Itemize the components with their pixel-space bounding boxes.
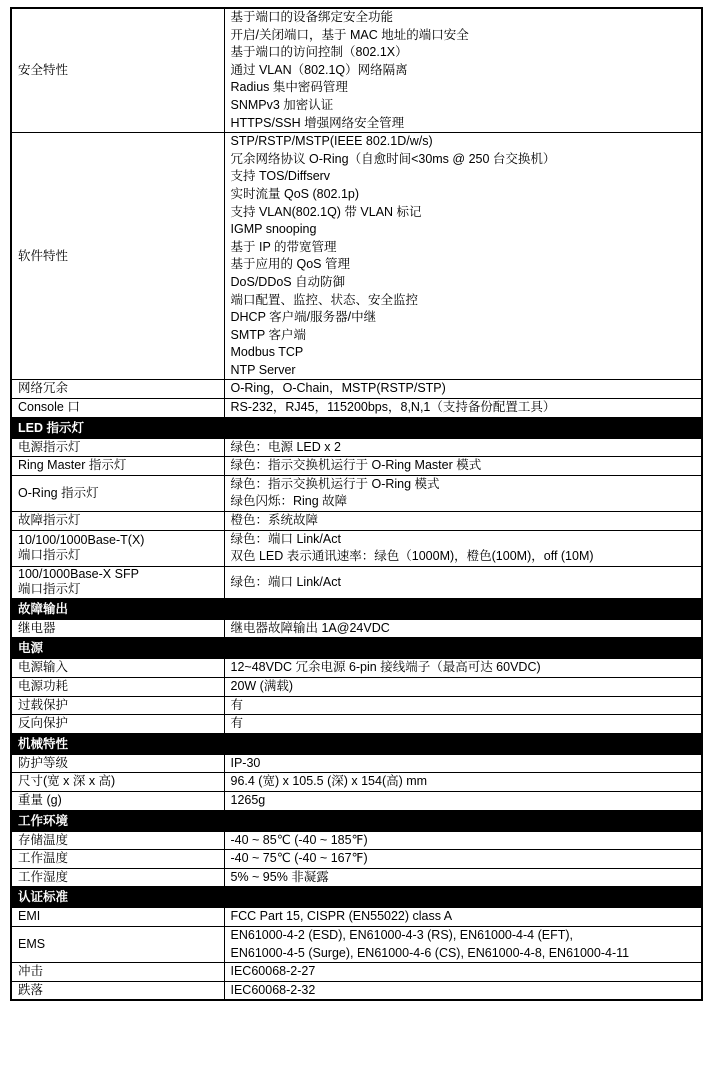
table-row-storage-temp xyxy=(11,831,702,850)
row-label: 网络冗余 xyxy=(11,380,224,399)
table-row-operating-temp xyxy=(11,850,702,869)
row-value: IP-30 xyxy=(224,754,702,773)
row-value: 有 xyxy=(224,715,702,734)
table-row-humidity xyxy=(11,868,702,887)
row-value: IEC60068-2-27 xyxy=(224,963,702,982)
row-label: EMI xyxy=(11,908,224,927)
value-line: 支持 TOS/Diffserv xyxy=(230,169,331,184)
value-line: Modbus TCP xyxy=(230,345,304,360)
row-value: 继电器故障输出 1A@24VDC xyxy=(224,619,702,638)
section-fill xyxy=(224,810,702,831)
table-row-shock xyxy=(11,963,702,982)
value-line: EN61000-4-2 (ESD), EN61000-4-3 (RS), EN61000-4-4 (EFT), xyxy=(230,927,573,942)
table-row-redundancy xyxy=(11,380,702,399)
value-line: IGMP snooping xyxy=(230,222,317,237)
value-line: DoS/DDoS 自动防御 xyxy=(230,274,346,289)
table-row-console xyxy=(11,399,702,418)
value-line: 端口配置、监控、状态、安全监控 xyxy=(230,292,419,307)
table-row-reverse xyxy=(11,715,702,734)
row-label: 防护等级 xyxy=(11,754,224,773)
row-label xyxy=(11,566,224,598)
table-row-emi xyxy=(11,908,702,927)
row-value: RS-232，RJ45，115200bps，8,N,1（支持备份配置工具） xyxy=(224,399,702,418)
row-label: 继电器 xyxy=(11,619,224,638)
value-line: 绿色：端口 Link/Act xyxy=(230,531,341,546)
table-row-ring-master-led xyxy=(11,457,702,476)
value-line: 开启/关闭端口，基于 MAC 地址的端口安全 xyxy=(230,27,469,42)
row-value: FCC Part 15, CISPR (EN55022) class A xyxy=(224,908,702,927)
value-line: SNMPv3 加密认证 xyxy=(230,97,334,112)
value-line: NTP Server xyxy=(230,362,296,377)
table-row-power-input xyxy=(11,659,702,678)
row-value xyxy=(224,530,702,566)
row-label xyxy=(11,530,224,566)
row-label: 存储温度 xyxy=(11,831,224,850)
label-line: 端口指示灯 xyxy=(18,548,81,563)
section-fill xyxy=(224,638,702,659)
row-value: 96.4 (宽) x 105.5 (深) x 154(高) mm xyxy=(224,773,702,792)
section-header-fault xyxy=(11,598,702,619)
row-value: 5% ~ 95% 非凝露 xyxy=(224,868,702,887)
value-line: Radius 集中密码管理 xyxy=(230,80,348,95)
row-label: 故障指示灯 xyxy=(11,512,224,531)
row-label: 重量 (g) xyxy=(11,791,224,810)
row-label: 反向保护 xyxy=(11,715,224,734)
value-line: 绿色闪烁：Ring 故障 xyxy=(230,494,348,509)
row-value: -40 ~ 85℃ (-40 ~ 185℉) xyxy=(224,831,702,850)
row-label: 工作湿度 xyxy=(11,868,224,887)
row-value: 有 xyxy=(224,696,702,715)
row-value: 绿色：端口 Link/Act xyxy=(224,566,702,598)
table-row-dimensions xyxy=(11,773,702,792)
section-title: 机械特性 xyxy=(11,733,224,754)
row-label: Console 口 xyxy=(11,399,224,418)
row-label: EMS xyxy=(11,926,224,962)
section-title: 故障输出 xyxy=(11,598,224,619)
row-value: 橙色：系统故障 xyxy=(224,512,702,531)
table-row-overload xyxy=(11,696,702,715)
value-line: HTTPS/SSH 增强网络安全管理 xyxy=(230,115,405,130)
section-header-mechanical xyxy=(11,733,702,754)
table-row-relay xyxy=(11,619,702,638)
row-label: 软件特性 xyxy=(11,133,224,380)
value-line: SMTP 客户端 xyxy=(230,327,306,342)
row-value xyxy=(224,8,702,133)
value-line: 冗余网络协议 O-Ring（自愈时间<30ms @ 250 台交换机） xyxy=(230,151,556,166)
row-value: IEC60068-2-32 xyxy=(224,981,702,1000)
table-row-security xyxy=(11,8,702,133)
table-row-ems xyxy=(11,926,702,962)
row-label: 跌落 xyxy=(11,981,224,1000)
row-value: 20W (满载) xyxy=(224,678,702,697)
row-value: 绿色：电源 LED x 2 xyxy=(224,438,702,457)
row-value xyxy=(224,133,702,380)
row-label: O-Ring 指示灯 xyxy=(11,475,224,511)
label-line: 10/100/1000Base-T(X) xyxy=(18,532,145,547)
row-label: 电源输入 xyxy=(11,659,224,678)
value-line: 基于 IP 的带宽管理 xyxy=(230,239,337,254)
value-line: 实时流量 QoS (802.1p) xyxy=(230,186,360,201)
table-row-software xyxy=(11,133,702,380)
section-header-led xyxy=(11,417,702,438)
value-line: 基于应用的 QoS 管理 xyxy=(230,257,350,272)
value-line: DHCP 客户端/服务器/中继 xyxy=(230,310,377,325)
row-value: 绿色：指示交换机运行于 O-Ring Master 模式 xyxy=(224,457,702,476)
row-value: O-Ring，O-Chain，MSTP(RSTP/STP) xyxy=(224,380,702,399)
table-row-copper-port-led xyxy=(11,530,702,566)
row-label: 工作温度 xyxy=(11,850,224,869)
row-label: 电源功耗 xyxy=(11,678,224,697)
value-line: 绿色：指示交换机运行于 O-Ring 模式 xyxy=(230,476,440,491)
row-value: -40 ~ 75℃ (-40 ~ 167℉) xyxy=(224,850,702,869)
table-row-ip-rating xyxy=(11,754,702,773)
row-label: 安全特性 xyxy=(11,8,224,133)
value-line: 基于端口的访问控制（802.1X） xyxy=(230,45,408,60)
table-row-power-consumption xyxy=(11,678,702,697)
row-label: 尺寸(宽 x 深 x 高) xyxy=(11,773,224,792)
row-label: 电源指示灯 xyxy=(11,438,224,457)
table-row-power-led xyxy=(11,438,702,457)
section-header-power xyxy=(11,638,702,659)
section-fill xyxy=(224,417,702,438)
section-title: 电源 xyxy=(11,638,224,659)
row-value xyxy=(224,926,702,962)
row-label: 过载保护 xyxy=(11,696,224,715)
value-line: 双色 LED 表示通讯速率：绿色（1000M)，橙色(100M)，off (10M) xyxy=(230,549,594,564)
table-row-oring-led xyxy=(11,475,702,511)
section-title: 工作环境 xyxy=(11,810,224,831)
label-line: 端口指示灯 xyxy=(18,582,81,597)
row-label: 冲击 xyxy=(11,963,224,982)
section-header-certification xyxy=(11,887,702,908)
value-line: 通过 VLAN（802.1Q）网络隔离 xyxy=(230,62,408,77)
section-fill xyxy=(224,733,702,754)
table-row-drop xyxy=(11,981,702,1000)
value-line: 基于端口的设备绑定安全功能 xyxy=(230,10,394,24)
spec-table xyxy=(10,7,703,1001)
label-line: 100/1000Base-X SFP xyxy=(18,566,139,581)
table-row-sfp-port-led xyxy=(11,566,702,598)
table-row-fault-led xyxy=(11,512,702,531)
section-fill xyxy=(224,598,702,619)
section-title: 认证标准 xyxy=(11,887,224,908)
section-header-environment xyxy=(11,810,702,831)
row-value xyxy=(224,475,702,511)
value-line: EN61000-4-5 (Surge), EN61000-4-6 (CS), EN61000-4-8, EN61000-4-11 xyxy=(230,945,630,960)
row-label: Ring Master 指示灯 xyxy=(11,457,224,476)
row-value: 1265g xyxy=(224,791,702,810)
section-fill xyxy=(224,887,702,908)
value-line: STP/RSTP/MSTP(IEEE 802.1D/w/s) xyxy=(230,134,433,149)
value-line: 支持 VLAN(802.1Q) 带 VLAN 标记 xyxy=(230,204,422,219)
row-value: 12~48VDC 冗余电源 6-pin 接线端子（最高可达 60VDC) xyxy=(224,659,702,678)
table-row-weight xyxy=(11,791,702,810)
section-title: LED 指示灯 xyxy=(11,417,224,438)
